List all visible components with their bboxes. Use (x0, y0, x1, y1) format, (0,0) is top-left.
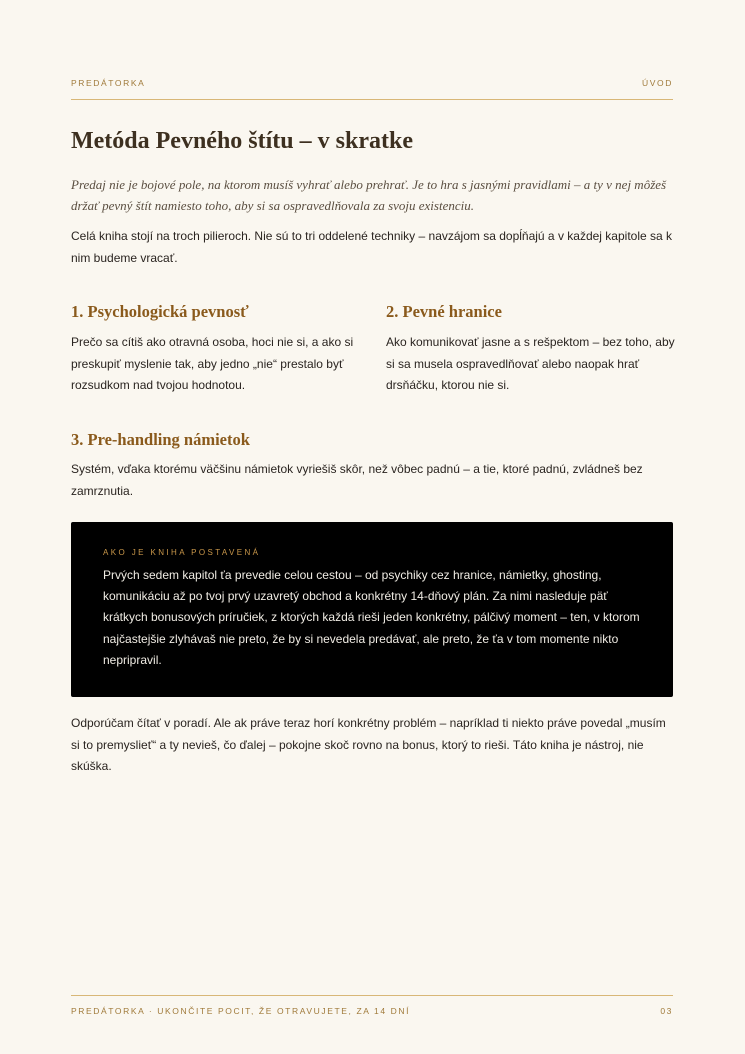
page-title: Metóda Pevného štítu – v skratke (71, 128, 413, 154)
running-footer (71, 1006, 673, 1016)
callout-label: AKO JE KNIHA POSTAVENÁ (103, 548, 261, 557)
pillar-1-heading: 1. Psychologická pevnosť (71, 302, 249, 321)
pillar-2-heading: 2. Pevné hranice (386, 302, 502, 321)
pillar-1 (71, 302, 361, 397)
header-rule (71, 99, 673, 100)
closing-paragraph: Odporúčam čítať v poradí. Ale ak práve teraz horí konkrétny problém – napríklad ti niekto práve povedal „musím si to premyslieť“ a ty nevieš, čo ďalej – pokojne skoč rovno na bonus, ktorý to rieši. Táto kniha je nástroj, nie skúška. (71, 716, 666, 773)
callout-box (71, 522, 673, 697)
pillar-3 (71, 430, 675, 502)
header-section: ÚVOD (642, 78, 673, 88)
header-book-title: PREDÁTORKA (71, 78, 146, 88)
pillar-1-text: Prečo sa cítiš ako otravná osoba, hoci nie si, a ako si preskupiť myslenie tak, aby jedno „nie“ prestalo byť rozsudkom nad tvojou hodnotou. (71, 335, 354, 392)
pillar-3-heading: 3. Pre-handling námietok (71, 430, 250, 449)
footer-rule (71, 995, 673, 996)
pillar-3-text: Systém, vďaka ktorému väčšinu námietok vyriešiš skôr, než vôbec padnú – a tie, ktoré padnú, zvládneš bez zamrznutia. (71, 462, 643, 498)
running-header (71, 78, 673, 88)
document-page (71, 0, 673, 1054)
callout-text: Prvých sedem kapitol ťa prevedie celou cestou – od psychiky cez hranice, námietky, ghosting, komunikáciu až po tvoj prvý uzavretý obchod a konkrétny 14-dňový plán. Za nimi nasleduje päť krátkych bonusových príručiek, z ktorých každá rieši jeden konkrétny, pálčivý moment – ten, v ktorom najčastejšie zlyhávaš nie preto, že by si nevedela predávať, ale preto, že ťa v tom momente nikto nepripravil. (103, 568, 640, 667)
intro-paragraph: Celá kniha stojí na troch pilieroch. Nie sú to tri oddelené techniky – navzájom sa dopĺňajú a v každej kapitole sa k nim budeme vracať. (71, 229, 673, 265)
pillar-2 (386, 302, 676, 397)
footer-book-title: PREDÁTORKA · UKONČITE POCIT, ŽE OTRAVUJETE, ZA 14 DNÍ (71, 1006, 411, 1016)
pillar-2-text: Ako komunikovať jasne a s rešpektom – bez toho, aby si sa musela ospravedlňovať alebo naopak hrať drsňáčku, ktorou nie si. (386, 335, 675, 392)
page-number: 03 (660, 1006, 673, 1016)
lead-paragraph: Predaj nie je bojové pole, na ktorom musíš vyhrať alebo prehrať. Je to hra s jasnými pravidlami – a ty v nej môžeš držať pevný štít namiesto toho, aby si sa ospravedlňovala za svoju existenciu. (71, 177, 667, 213)
